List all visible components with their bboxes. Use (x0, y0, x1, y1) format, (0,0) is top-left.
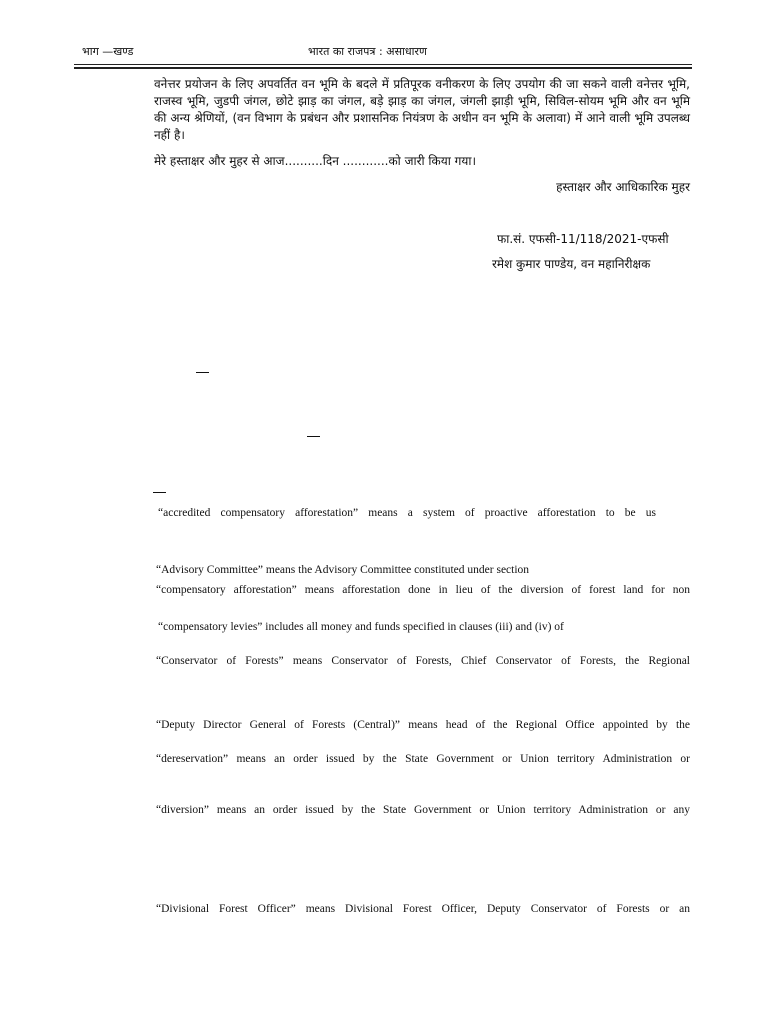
definition-conservator-of-forests: “Conservator of Forests” means Conservator of Forests, Chief Conservator of Forests, the Regional (156, 655, 690, 667)
officer-name: रमेश कुमार पाण्डेय, वन महानिरीक्षक (492, 257, 651, 271)
header-rule-thick (74, 67, 692, 69)
header-part-section: भाग —खण्ड (82, 45, 134, 58)
dash-mark (196, 372, 209, 373)
dash-mark (153, 492, 166, 493)
header-rule-thin (74, 64, 692, 65)
definition-divisional-forest-officer: “Divisional Forest Officer” means Divisional Forest Officer, Deputy Conservator of Forests or an (156, 903, 690, 915)
definition-accredited-ca: “accredited compensatory afforestation” means a system of proactive afforestation to be us (158, 507, 656, 519)
definition-compensatory-levies: “compensatory levies” includes all money and funds specified in clauses (iii) and (iv) of (158, 621, 564, 633)
definition-advisory-committee: “Advisory Committee” means the Advisory Committee constituted under section (156, 564, 530, 576)
dash-mark (307, 436, 320, 437)
hindi-paragraph: वनेत्तर प्रयोजन के लिए अपवर्तित वन भूमि के बदले में प्रतिपूरक वनीकरण के लिए उपयोग की जा सकने वाली वनेत्तर भूमि, राजस्व भूमि, जुडपी जंगल, छोटे झाड़ का जंगल, बड़े झाड़ का जंगल, जंगली झाड़ी भूमि, सिविल-सोयम भूमि और वन भूमि की अन्य श्रेणियों, (वन विभाग के प्रबंधन और प्रशासनिक नियंत्रण के अधीन वन भूमि के अलावा) में आने वाली भूमि उपलब्ध नहीं है। (154, 77, 690, 142)
file-number: फा.सं. एफसी-11/118/2021-एफसी (497, 232, 669, 246)
signature-label: हस्ताक्षर और आधिकारिक मुहर (556, 180, 690, 194)
definition-dereservation: “dereservation” means an order issued by the State Government or Union territory Administration or (156, 753, 690, 765)
definition-diversion: “diversion” means an order issued by the State Government or Union territory Administration or any (156, 804, 690, 816)
definition-compensatory-afforestation: “compensatory afforestation” means afforestation done in lieu of the diversion of forest land for non (156, 584, 690, 596)
header-gazette-title: भारत का राजपत्र : असाधारण (308, 45, 427, 58)
issued-line: मेरे हस्ताक्षर और मुहर से आज..........दिन ............को जारी किया गया। (154, 154, 477, 168)
definition-ddg-forests-central: “Deputy Director General of Forests (Central)” means head of the Regional Office appointed by the (156, 719, 690, 731)
page-header (0, 44, 768, 64)
